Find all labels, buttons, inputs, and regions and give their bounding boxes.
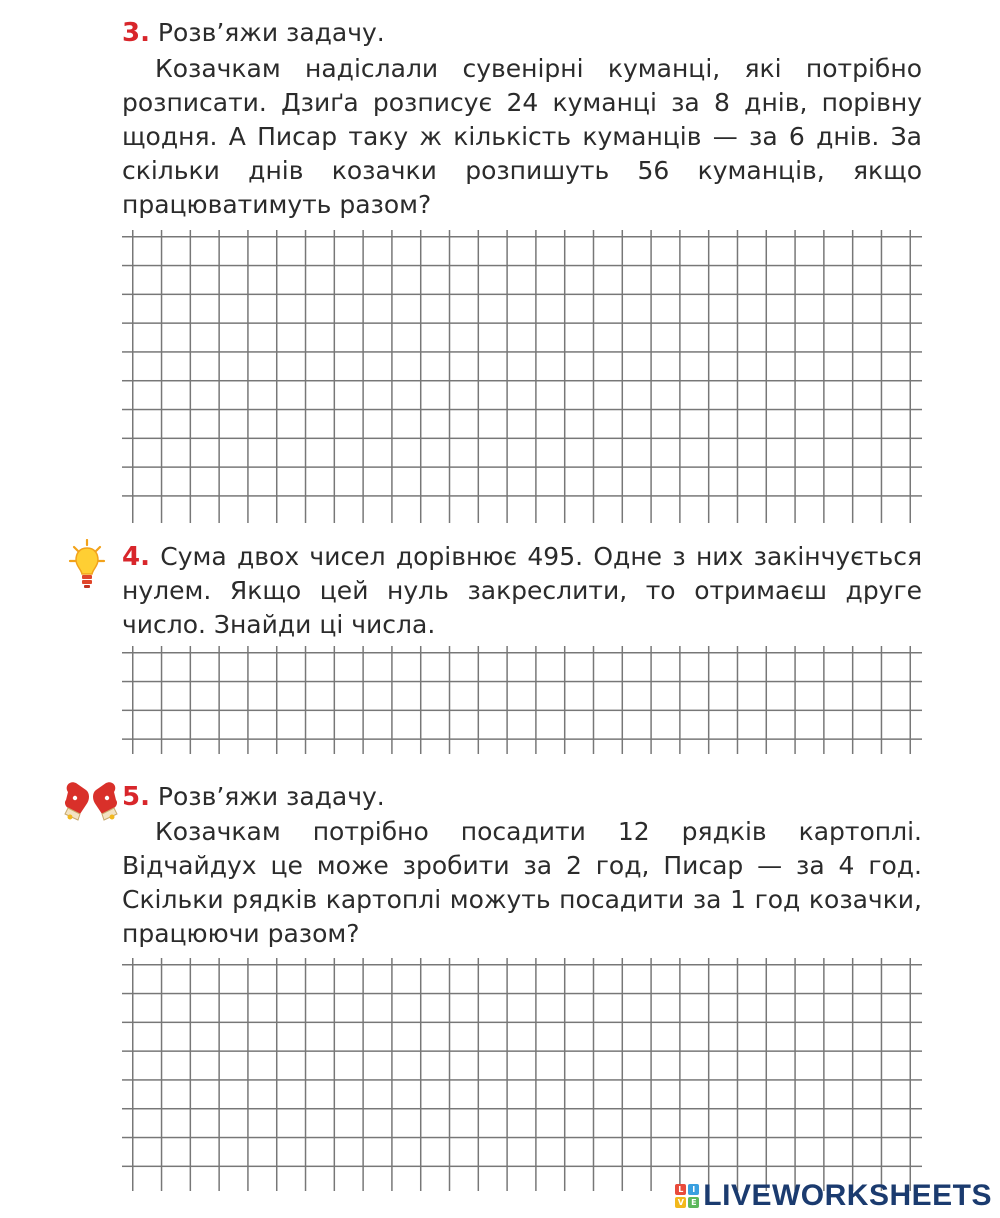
task5-number: 5. — [122, 782, 150, 812]
task3-number: 3. — [122, 18, 150, 48]
task5-heading — [122, 782, 385, 812]
task4-answer-grid[interactable] — [122, 646, 922, 754]
task4-text-body: Сума двох чисел дорівнює 495. Одне з них закінчується нулем. Якщо цей нуль закреслити, то отримаєш друге число. Знайди ці числа. — [122, 542, 922, 639]
task5-text: Козачкам потрібно посадити 12 рядків картоплі. Відчайдух це може зробити за 2 год, Писар — за 4 год. Скільки рядків картоплі можуть посадити за 1 год козачки, працюючи разом? — [122, 817, 922, 948]
task3-heading — [122, 18, 385, 48]
watermark-text: LIVEWORKSHEETS — [703, 1179, 992, 1212]
logo-letter-i: I — [688, 1184, 699, 1195]
task5-answer-grid[interactable] — [122, 958, 922, 1191]
task4-number: 4. — [122, 542, 150, 572]
task4-text — [122, 540, 922, 642]
logo-letter-e: E — [688, 1197, 699, 1208]
task3-text: Козачкам надіслали сувенірні куманці, які потрібно розписати. Дзиґа розписує 24 куманці за 8 днів, порівну щодня. А Писар таку ж кількість куманців — за 6 днів. За скільки днів козачки розпишуть 56 куманців, якщо працюватимуть разом? — [122, 54, 922, 219]
liveworksheets-watermark — [675, 1178, 992, 1214]
task3-answer-grid[interactable] — [122, 230, 922, 523]
mittens-icon — [62, 778, 120, 824]
liveworksheets-logo-icon — [675, 1184, 699, 1208]
task3-heading-text: Розв’яжи задачу. — [157, 18, 385, 47]
lightbulb-icon — [66, 539, 108, 593]
logo-letter-l: L — [675, 1184, 686, 1195]
logo-letter-v: V — [675, 1197, 686, 1208]
task5-heading-text: Розв’яжи задачу. — [157, 782, 385, 811]
